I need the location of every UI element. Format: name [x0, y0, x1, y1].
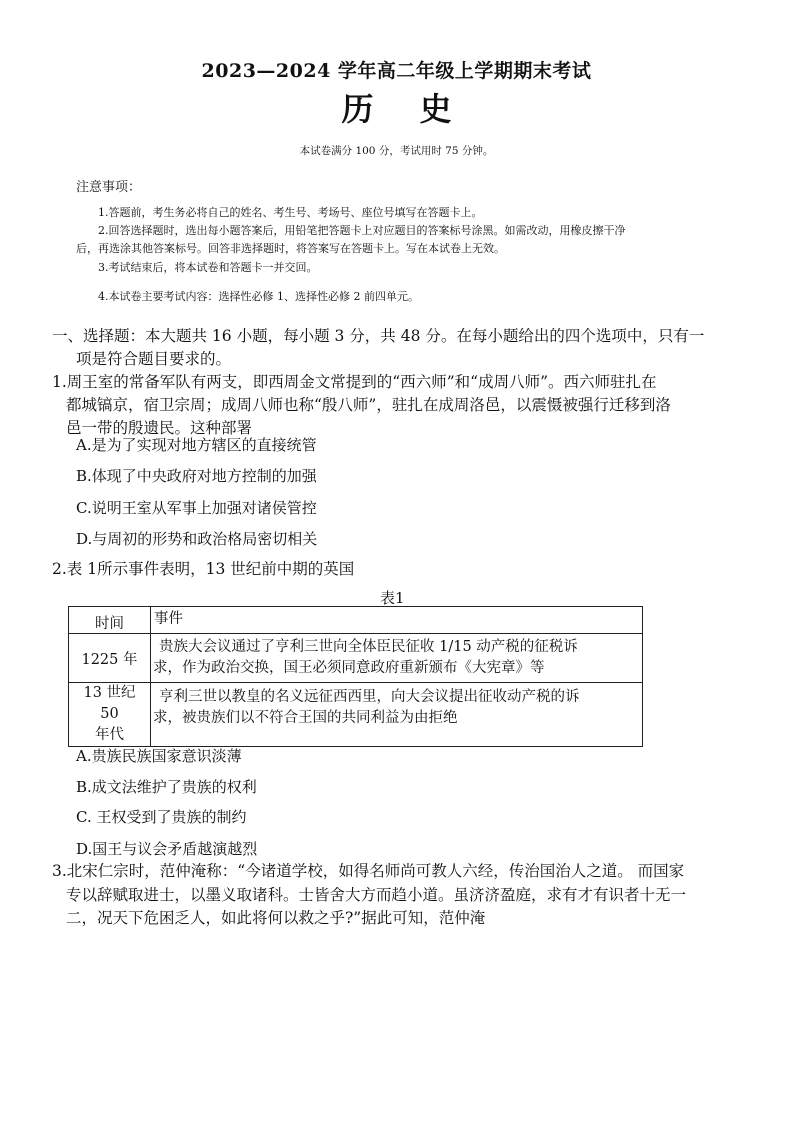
- q1-stem-line3: 邑一带的殷遗民。这种部署: [66, 419, 253, 437]
- row1-event: [151, 634, 643, 683]
- table-row: [69, 634, 643, 683]
- table-header-time: 时间: [69, 607, 151, 634]
- q1-option-b: B.体现了中央政府对地方控制的加强: [76, 467, 317, 485]
- exam-title: 2023—2024 学年高二年级上学期期末考试: [201, 60, 592, 82]
- q2-option-d: D.国王与议会矛盾越演越烈: [76, 840, 258, 858]
- row2-time-line1: 13 世纪 50: [83, 685, 136, 722]
- table-row: [69, 683, 643, 747]
- row2-event-line1: 亨利三世以教皇的名义远征西西里，向大会议提出征收动产税的诉: [159, 689, 580, 705]
- table-header-row: [69, 607, 643, 634]
- row1-event-line1: 贵族大会议通过了亨利三世向全体臣民征收 1/15 动产税的征税诉: [159, 639, 578, 655]
- row2-event-line2: 求，被贵族们以不符合王国的共同利益为由拒绝: [153, 710, 458, 726]
- row2-time: [69, 683, 151, 747]
- row1-event-line2: 求，作为政治交换，国王必须同意政府重新颁布《大宪章》等: [153, 660, 545, 676]
- q2-option-c: C. 王权受到了贵族的制约: [76, 808, 247, 826]
- q1-option-c: C.说明王室从军事上加强对诸侯管控: [76, 499, 317, 517]
- row2-event: [151, 683, 643, 747]
- row2-time-line2: 年代: [95, 727, 124, 743]
- q2-option-b: B.成文法维护了贵族的权利: [76, 778, 257, 796]
- q3-stem-line2: 专以辞赋取进士，以墨义取诸科。士皆舍大方而趋小道。虽济济盈庭，求有才有识者十无一: [66, 886, 687, 904]
- q1-stem-line2: 都城镐京，宿卫宗周；成周八师也称“殷八师”，驻扎在成周洛邑，以震慑被强行迁移到洛: [66, 396, 671, 414]
- section-heading-line2: 项是符合题目要求的。: [76, 350, 232, 368]
- notice-item-1: 1.答题前，考生务必将自己的姓名、考生号、考场号、座位号填写在答题卡上。: [98, 206, 483, 219]
- row1-time: 1225 年: [69, 634, 151, 683]
- notice-item-2: 2.回答选择题时，选出每小题答案后，用铅笔把答题卡上对应题目的答案标号涂黑。如需改动，用橡皮擦干净: [98, 224, 626, 237]
- table-header-event: 事件: [151, 607, 643, 634]
- q3-stem-line3: 二，况天下危困乏人，如此将何以救之乎?”据此可知，范仲淹: [66, 909, 486, 927]
- notice-item-4: 4.本试卷主要考试内容：选择性必修 1、选择性必修 2 前四单元。: [98, 290, 419, 303]
- notice-item-2-cont: 后，再选涂其他答案标号。回答非选择题时，将答案写在答题卡上。写在本试卷上无效。: [76, 242, 505, 255]
- notice-item-3: 3.考试结束后，将本试卷和答题卡一并交回。: [98, 261, 318, 274]
- section-heading-line1: 一、选择题：本大题共 16 小题，每小题 3 分，共 48 分。在每小题给出的四个选项中，只有一: [52, 327, 705, 345]
- subject-title: 历史: [341, 90, 498, 128]
- notice-heading: 注意事项：: [76, 180, 142, 195]
- q1-stem-line1: 1.周王室的常备军队有两支，即西周金文常提到的“西六师”和“成周八师”。西六师驻扎在: [52, 373, 657, 391]
- q3-stem-line1: 3.北宋仁宗时，范仲淹称：“今诸道学校，如得名师尚可教人六经，传治国治人之道。 而国家: [52, 862, 685, 880]
- q1-option-a: A.是为了实现对地方辖区的直接统管: [76, 436, 317, 454]
- score-info: 本试卷满分 100 分，考试用时 75 分钟。: [299, 145, 494, 157]
- q1-option-d: D.与周初的形势和政治格局密切相关: [76, 530, 318, 548]
- q2-stem: 2.表 1所示事件表明，13 世纪前中期的英国: [52, 560, 355, 578]
- events-table: [68, 606, 643, 747]
- table-caption: 表1: [380, 589, 405, 607]
- q2-option-a: A.贵族民族国家意识淡薄: [76, 747, 242, 765]
